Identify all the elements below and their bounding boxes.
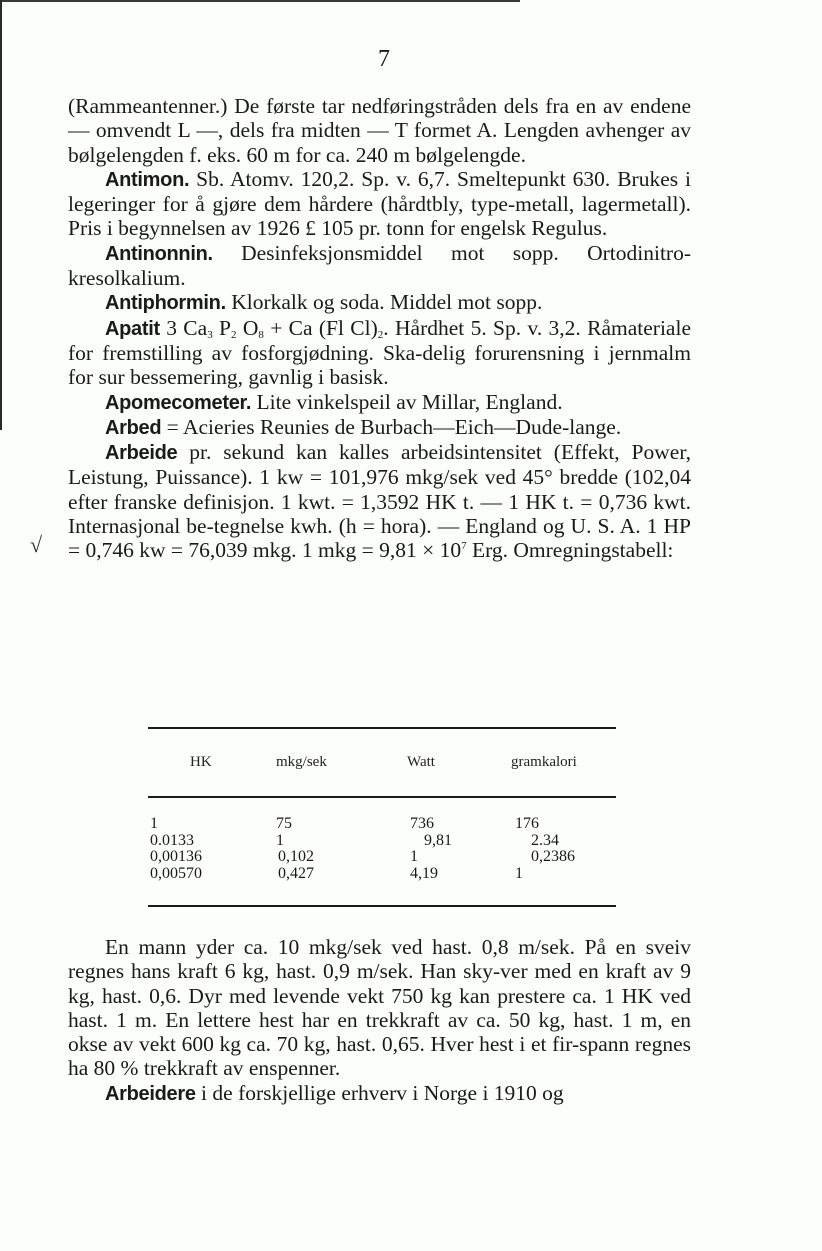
formula-part: 3 Ca [159, 315, 208, 340]
table-cell: 0,102 [278, 848, 314, 865]
headword: Arbeidere [105, 1082, 196, 1105]
exponent: 7 [461, 540, 467, 553]
entry-apatit [68, 316, 691, 390]
column-header: HK [190, 754, 212, 770]
table-cell: 9,81 [424, 831, 452, 849]
table-cell: 2.34 [531, 831, 559, 849]
entry-text: Klorkalk og soda. Middel mot sopp. [225, 290, 543, 315]
entry-arbeide [68, 440, 691, 562]
entry-arbeidere [68, 1081, 691, 1106]
headword: Antiphormin. [105, 292, 226, 315]
table-row [148, 866, 616, 883]
page-number: 7 [378, 46, 390, 72]
table-cell: 0,2386 [531, 848, 575, 865]
table-cell: 0.0133 [150, 831, 194, 849]
table-body [148, 798, 616, 905]
subscript: 8 [258, 328, 264, 341]
conversion-table [148, 727, 616, 907]
table-row [148, 833, 616, 850]
headword: Arbeide [105, 442, 178, 465]
table-cell: 736 [410, 815, 434, 832]
entry-text: Erg. Omregningstabell: [466, 538, 674, 563]
table-cell: 1 [150, 815, 158, 832]
table-cell: 1 [410, 848, 418, 865]
entry-antinonnin [68, 241, 691, 291]
subscript: 2 [230, 328, 237, 341]
column-header: gramkalori [511, 754, 577, 770]
headword: Antinonnin. [105, 242, 213, 265]
margin-check-mark: √ [30, 532, 43, 557]
paragraph-worker-output: En mann yder ca. 10 mkg/sek ved hast. 0,8 m/sek. På en sveiv regnes hans kraft 6 kg, hast. 0,9 m/sek. Han sky-ver med en kraft av 9 kg, hast. 0,6. Dyr med levende vekt 750 kg kan prestere ca. 1 HK ved hast. 1 m. En lettere hest har en trekkraft av ca. 50 kg, hast. 1 m, en okse av vekt 600 kg ca. 70 kg, hast. 0,65. Hver hest i et fir-spann regnes ha 80 % trekkraft av enspenner. [68, 935, 691, 1081]
entry-text: = Acieries Reunies de Burbach—Eich—Dude-lange. [161, 414, 622, 439]
table-row [148, 849, 616, 866]
table-bottom-rule [148, 905, 616, 907]
column-header: mkg/sek [276, 754, 327, 770]
entry-apomecometer [68, 390, 691, 415]
entry-text: Sb. Atomv. 120,2. Sp. v. 6,7. Smeltepunkt 630. Brukes i legeringer for å gjøre dem hårdere (hårdtbly, type-metall, lagermetall). Pris i begynnelsen av 1926 £ 105 pr. tonn for engelsk Regulus. [68, 166, 691, 241]
table-cell: 4,19 [410, 864, 438, 882]
table-cell: 1 [515, 864, 523, 882]
table-cell: 1 [276, 831, 284, 849]
entry-text: . Hårdhet 5. Sp. v. 3,2. Råmateriale for fremstilling av fosforgjødning. Ska-delig forurensning i jernmalm for sur bessemering, gavnlig i basisk. [68, 315, 691, 390]
headword: Apatit [105, 317, 160, 340]
table-cell: 0,00570 [150, 864, 202, 882]
formula [160, 316, 383, 340]
subscript: 3 [207, 328, 213, 341]
entry-text: i de forskjellige erhverv i Norge i 1910 og [195, 1080, 564, 1105]
entry-arbed [68, 415, 691, 440]
table-cell: 0,00136 [150, 848, 202, 865]
formula-part: + Ca (Fl Cl) [263, 315, 378, 340]
formula-part: O [236, 315, 259, 340]
headword: Apomecometer. [105, 391, 252, 414]
table-header-row [148, 729, 616, 796]
entry-antimon [68, 167, 691, 241]
entry-antiphormin [68, 290, 691, 315]
table-cell: 0,427 [278, 864, 314, 882]
entry-text: Lite vinkelspeil av Millar, England. [251, 389, 563, 414]
upper-text-block [68, 94, 691, 563]
headword: Antimon. [105, 168, 190, 191]
paragraph-rammeantenner: (Rammeantenner.) De første tar nedføringstråden dels fra en av endene — omvendt L —, dels fra midten — T formet A. Lengden avhenger av bølgelengden f. eks. 60 m for ca. 240 m bølgelengde. [68, 94, 691, 167]
subscript: 2 [377, 328, 384, 341]
entry-text: Desinfeksjonsmiddel mot sopp. Ortodinitro-kresolkalium. [68, 240, 691, 291]
scan-top-edge [0, 0, 520, 2]
column-header: Watt [407, 754, 435, 770]
lower-text-block [68, 935, 691, 1106]
entry-text: pr. sekund kan kalles arbeidsintensitet (Effekt, Power, Leistung, Puissance). 1 kw = 101,976 mkg/sek ved 45° bredde (102,04 efter franske definisjon. 1 kwt. = 1,3592 HK t. — 1 HK t. = 0,736 kwt. Internasjonal be-tegnelse kwh. (h = hora). — England og U. S. A. 1 HP = 0,746 kw = 76,039 mkg. 1 mkg = 9,81 × 10 [68, 440, 691, 563]
table-row [148, 816, 616, 833]
table-cell: 75 [276, 815, 292, 832]
headword: Arbed [105, 416, 162, 439]
table-cell: 176 [515, 815, 539, 832]
formula-part: P [212, 315, 231, 340]
